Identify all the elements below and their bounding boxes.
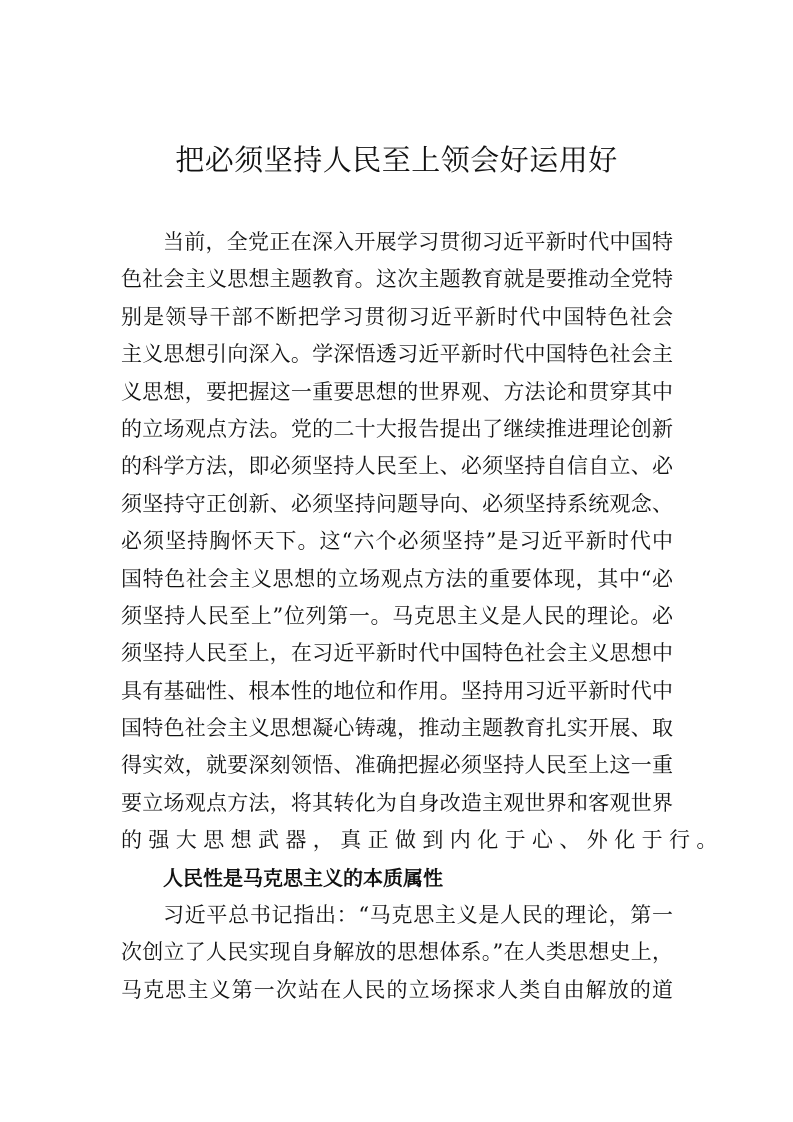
text-line: 色社会主义思想主题教育。这次主题教育就是要推动全党特 [121,267,673,292]
text-line: 当前，全党正在深入开展学习贯彻习近平新时代中国特 [163,230,673,254]
text-line: 须坚持人民至上”位列第一。马克思主义是人民的理论。必 [121,603,673,628]
text-line: 的科学方法，即必须坚持人民至上、必须坚持自信自立、必 [121,454,673,479]
document-title: 把必须坚持人民至上领会好运用好 [175,143,618,177]
section-heading: 人民性是马克思主义的本质属性 [163,865,443,890]
text-line: 须坚持守正创新、必须坚持问题导向、必须坚持系统观念、 [121,491,673,516]
paragraph-section-1 [121,897,673,1009]
text-line: 的强大思想武器，真正做到内化于心、外化于行。 [121,828,724,853]
text-line: 要立场观点方法，将其转化为自身改造主观世界和客观世界 [121,790,673,815]
text-line: 得实效，就要深刻领悟、准确把握必须坚持人民至上这一重 [121,753,673,778]
text-line: 国特色社会主义思想凝心铸魂，推动主题教育扎实开展、取 [121,716,673,741]
text-line: 次创立了人民实现自身解放的思想体系。”在人类思想史上， [121,940,673,965]
text-line: 国特色社会主义思想的立场观点方法的重要体现，其中“必 [121,566,673,591]
document-body [121,224,724,1009]
text-line: 习近平总书记指出：“马克思主义是人民的理论，第一 [163,903,673,928]
text-line: 须坚持人民至上，在习近平新时代中国特色社会主义思想中 [121,641,673,666]
text-line: 主义思想引向深入。学深悟透习近平新时代中国特色社会主 [121,342,673,367]
text-line: 别是领导干部不断把学习贯彻习近平新时代中国特色社会 [121,304,673,329]
text-line: 义思想，要把握这一重要思想的世界观、方法论和贯穿其中 [121,379,673,404]
text-line: 必须坚持胸怀天下。这“六个必须坚持”是习近平新时代中 [121,529,673,554]
paragraph-intro [121,224,724,860]
text-line: 的立场观点方法。党的二十大报告提出了继续推进理论创新 [121,416,673,441]
text-line: 具有基础性、根本性的地位和作用。坚持用习近平新时代中 [121,678,673,703]
text-line: 马克思主义第一次站在人民的立场探求人类自由解放的道 [121,977,673,1002]
